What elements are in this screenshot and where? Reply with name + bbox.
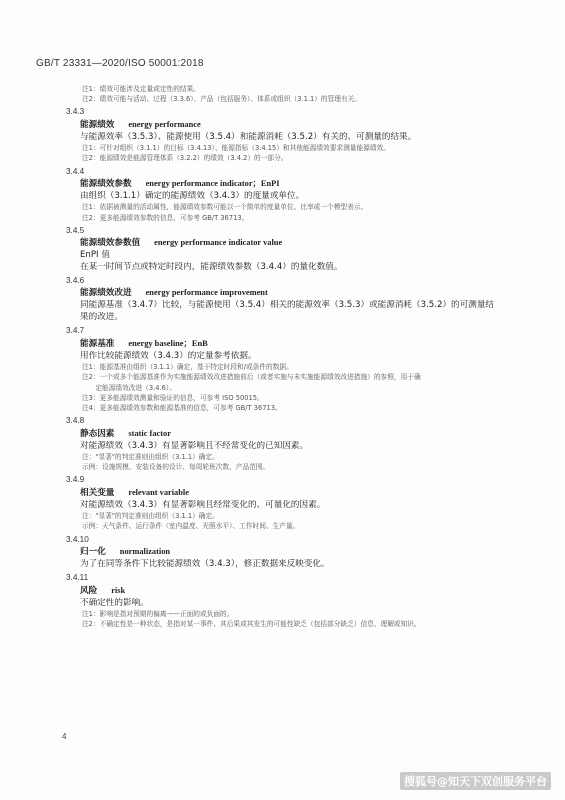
- term-chinese: 风险: [80, 585, 98, 596]
- definition-text: 为了在同等条件下比较能源绩效（3.4.3），修正数据来反映变化。: [80, 558, 330, 569]
- term-chinese: 相关变量: [80, 487, 115, 498]
- definition-text: EnPI 值: [80, 250, 110, 261]
- note-text: 示例：天气条件、运行条件（室内温度、光照水平）、工作时间、生产量。: [82, 522, 300, 531]
- note-text: 注2：不确定性是一种状态，是指对某一事件、其后果或其发生的可能性缺乏（包括部分缺乏）信息、理解或知识。: [82, 620, 421, 629]
- watermark: 搜狐号@知天下双创服务平台: [400, 772, 551, 790]
- term-english: energy performance indicator value: [154, 238, 283, 248]
- note-text: 注2：一个或多个能源基准作为实施能源绩效改进措施前后（或者实施与未实施能源绩效改进措施）的参照，用于确: [82, 373, 421, 382]
- note-text: 定能源绩效改进（3.4.6）。: [82, 383, 176, 392]
- note-text: 注1：可针对组织（3.1.1）的目标（3.4.13）、能源指标（3.4.15）和其他能源绩效要求测量能源绩效。: [82, 144, 390, 153]
- note-text: 注1：绩效可能涉及定量或定性的结果。: [82, 85, 200, 93]
- term-heading: [80, 427, 535, 441]
- term-heading: [80, 177, 535, 191]
- standard-header: GB/T 23331—2020/ISO 50001:2018: [36, 58, 204, 69]
- note-text: 注4：更多能源绩效参数和能源基准的信息，可参考 GB/T 36713。: [82, 403, 282, 412]
- note-text: 注1：依据被测量的活动属性，能源绩效参数可能以一个简单的度量单位、比率或一个模型表示。: [82, 203, 368, 212]
- definition-text: 不确定性的影响。: [80, 597, 149, 608]
- term-heading: [80, 486, 535, 500]
- definition-text: 由组织（3.1.1）确定的能源绩效（3.4.3）的度量或单位。: [80, 191, 305, 202]
- term-english: energy baseline；EnB: [128, 338, 208, 348]
- term-chinese: 能源绩效参数: [80, 179, 132, 190]
- term-english: energy performance improvement: [145, 288, 268, 298]
- section-number: 3.4.7: [66, 326, 85, 336]
- note-text: 注："显著"的判定准则由组织（3.1.1）确定。: [82, 512, 219, 521]
- term-english: energy performance: [128, 119, 201, 129]
- definition-text: 与能源效率（3.5.3）、能源使用（3.5.4）和能源消耗（3.5.2）有关的、可测量的结果。: [80, 131, 417, 142]
- term-chinese: 能源绩效: [80, 119, 115, 130]
- definition-text: 果的改进。: [80, 311, 123, 322]
- definition-text: 对能源绩效（3.4.3）有显著影响且不经常变化的已知因素。: [80, 440, 309, 451]
- term-english: energy performance indicator；EnPI: [145, 179, 280, 189]
- section-number: 3.4.3: [66, 107, 85, 117]
- page-number: 4: [62, 732, 67, 741]
- section-number: 3.4.10: [66, 534, 89, 544]
- definition-text: 在某一时间节点或特定时段内，能源绩效参数（3.4.4）的量化数值。: [80, 261, 343, 272]
- term-english: risk: [111, 585, 126, 595]
- term-heading: [80, 545, 535, 559]
- term-english: normalization: [119, 546, 171, 556]
- note-text: 注1：能源基准由组织（3.1.1）确定，基于特定时段和/或条件的数据。: [82, 363, 293, 372]
- note-text: 注3：更多能源绩效测量和验证的信息，可参考 ISO 50015。: [82, 393, 264, 402]
- note-text: 示例：设施规模、安装设备的设计、每周轮班次数、产品范围。: [82, 463, 270, 472]
- note-text: 注2：绩效可能与活动、过程（3.3.6）、产品（包括服务）、体系或组织（3.1.1）的管理有关。: [82, 95, 362, 104]
- section-number: 3.4.5: [66, 225, 85, 235]
- document-body: [66, 84, 535, 630]
- term-heading: [80, 286, 535, 300]
- term-heading: [80, 236, 535, 250]
- term-english: static factor: [128, 428, 171, 438]
- definition-text: 同能源基准（3.4.7）比较，与能源使用（3.5.4）相关的能源效率（3.5.3）或能源消耗（3.5.2）的可测量结: [80, 300, 495, 311]
- term-chinese: 能源绩效改进: [80, 288, 132, 299]
- term-chinese: 能源基准: [80, 338, 115, 349]
- term-chinese: 能源绩效参数值: [80, 238, 141, 249]
- section-number: 3.4.8: [66, 416, 85, 426]
- section-number: 3.4.11: [66, 573, 89, 583]
- term-chinese: 归一化: [80, 546, 106, 557]
- term-chinese: 静态因素: [80, 428, 115, 439]
- definition-text: 用作比较能源绩效（3.4.3）的定量参考依据。: [80, 350, 257, 361]
- note-text: 注1：影响是指对预期的偏离——正面的或负面的。: [82, 610, 234, 619]
- note-text: 注2：能源绩效是能源管理体系（3.2.2）的绩效（3.4.2）的一部分。: [82, 154, 288, 163]
- term-heading: [80, 118, 535, 132]
- section-number: 3.4.6: [66, 276, 85, 286]
- note-text: 注2：更多能源绩效参数的信息，可参考 GB/T 36713。: [82, 213, 249, 222]
- definition-text: 对能源绩效（3.4.3）有显著影响且经常变化的、可量化的因素。: [80, 499, 326, 510]
- term-heading: [80, 584, 535, 598]
- term-english: relevant variable: [128, 487, 189, 497]
- term-heading: [80, 337, 535, 351]
- section-number: 3.4.4: [66, 166, 85, 176]
- section-number: 3.4.9: [66, 475, 85, 485]
- note-text: 注："显著"的判定准则由组织（3.1.1）确定。: [82, 452, 219, 461]
